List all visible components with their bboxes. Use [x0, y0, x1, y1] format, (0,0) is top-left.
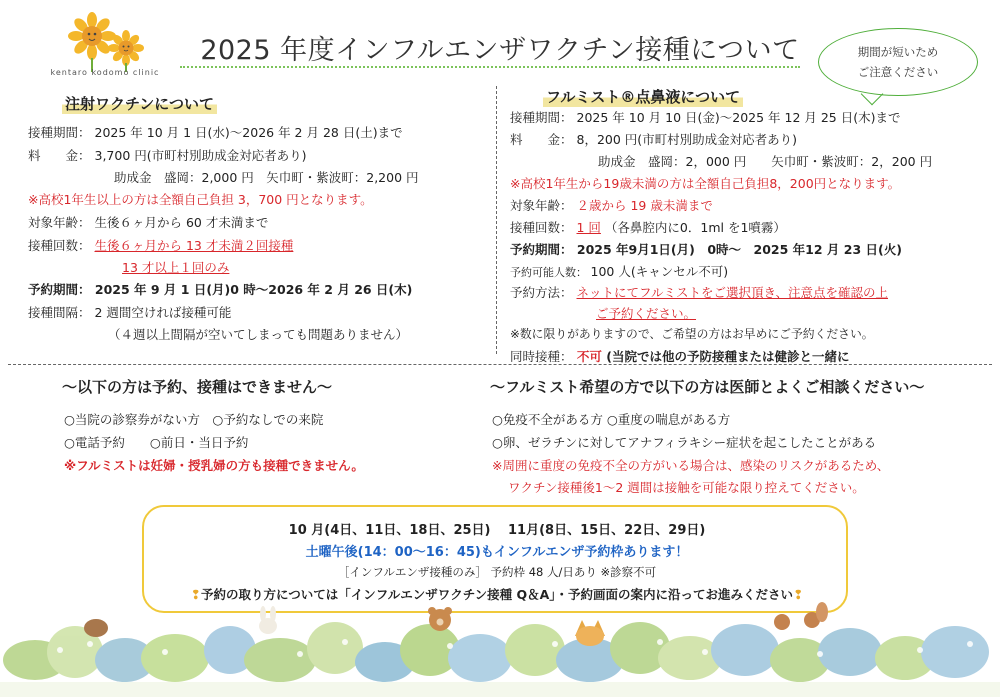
value: 不可 [576, 349, 602, 364]
label: 接種期間： [28, 125, 91, 140]
cannot-item-1: ○当院の診察券がない方 ○予約なしでの来院 [64, 412, 324, 427]
saturday-info-box [142, 505, 848, 613]
label: 接種回数： [510, 220, 573, 235]
label: 料 金： [510, 132, 573, 147]
consult-item-4: ワクチン接種後1～2 週間は接触を可能な限り控えてください。 [508, 480, 865, 495]
flumist-fee [510, 130, 797, 148]
saturday-slot: 土曜午後(14：00～16：45)もインフルエンザ予約枠あります！ [305, 545, 689, 560]
flumist-capacity [510, 262, 728, 280]
value: 2 週間空ければ接種可能 [94, 305, 232, 320]
title-underline [180, 66, 800, 68]
injection-period [28, 123, 403, 141]
flumist-simultaneous [510, 347, 849, 365]
value: 1 回 [576, 220, 601, 235]
note: (当院では他の予防接種または健診と一緒に [606, 349, 850, 364]
saturday-guide: 予約の取り方については「インフルエンザワクチン接種 Q＆A」・予約画面の案内に沿ってお進みください [200, 587, 794, 602]
flumist-subsidy: 助成金 盛岡：2，000 円 矢巾町・紫波町：2，200 円 [598, 154, 933, 169]
injection-fee [28, 146, 307, 164]
vertical-divider [496, 86, 497, 354]
value: 8，200 円(市町村別助成金対応者あり) [576, 132, 798, 147]
flumist-method-2: ご予約ください。 [596, 306, 697, 321]
caution-bubble [818, 28, 978, 96]
label: 接種期間： [510, 110, 573, 125]
injection-subsidy: 助成金 盛岡：2,000 円 矢巾町・紫波町：2,200 円 [114, 170, 419, 185]
value: 生後６ヶ月から 13 才未満２回接種 [94, 238, 294, 253]
sparkle-icon: ❢ [190, 587, 201, 602]
page-title: 2025 年度インフルエンザワクチン接種について [200, 35, 800, 66]
saturday-info: ［インフルエンザ接種のみ］ 予約枠 48 人/日あり ※診察不可 [337, 565, 657, 579]
label: 対象年齢： [510, 198, 573, 213]
injection-count [28, 236, 293, 254]
saturday-dates: 10 月(4日、11日、18日、25日) 11月(8日、15日、22日、29日) [288, 523, 706, 538]
label: 予約期間： [510, 242, 573, 257]
clinic-name: kentaro kodomo clinic [50, 68, 160, 77]
flumist-note: ※高校1年生から19歳未満の方は全額自己負担8，200円となります。 [510, 176, 901, 191]
label: 予約期間： [28, 282, 91, 297]
injection-heading: 注射ワクチンについて [62, 93, 217, 114]
value: 100 人(キャンセル不可) [590, 264, 729, 279]
label: 料 金： [28, 148, 91, 163]
label: 予約方法： [510, 285, 573, 300]
note: （各鼻腔内に0．1ml を1噴霧） [604, 220, 786, 235]
flumist-count [510, 218, 786, 236]
value: 2025 年 10 月 10 日(金)～2025 年 12 月 25 日(木)まで [576, 110, 901, 125]
cannot-heading: ～以下の方は予約、接種はできません～ [62, 378, 333, 396]
label: 接種回数： [28, 238, 91, 253]
consult-item-3: ※周囲に重度の免疫不全の方がいる場合は、感染のリスクがあるため、 [492, 458, 890, 473]
cannot-item-3: ※フルミストは妊婦・授乳婦の方も接種できません。 [64, 458, 364, 473]
value: 3,700 円(市町村別助成金対応者あり) [94, 148, 307, 163]
injection-reserve [28, 280, 412, 298]
flumist-period [510, 108, 901, 126]
value: ２歳から 19 歳未満まで [576, 198, 713, 213]
injection-note: ※高校1年生以上の方は全額自己負担 3，700 円となります。 [28, 192, 373, 207]
cannot-item-2: ○電話予約 ○前日・当日予約 [64, 435, 249, 450]
flumist-reserve [510, 240, 902, 258]
value: 2025 年9月1日(月) 0時～ 2025 年12 月 23 日(火) [576, 242, 902, 257]
bubble-line-1: 期間が短いため [857, 45, 939, 59]
label: 予約可能人数： [510, 266, 587, 279]
bubble-line-2: ご注意ください [857, 65, 939, 79]
injection-interval [28, 303, 231, 321]
sparkle-icon: ❢ [793, 587, 804, 602]
label: 接種間隔： [28, 305, 91, 320]
injection-count-2: 13 才以上１回のみ [122, 260, 230, 275]
consult-heading: ～フルミスト希望の方で以下の方は医師とよくご相談ください～ [490, 378, 925, 396]
consult-item-2: ○卵、ゼラチンに対してアナフィラキシー症状を起こしたことがある [492, 435, 877, 450]
injection-age [28, 213, 268, 231]
label: 対象年齢： [28, 215, 91, 230]
value: 生後６ヶ月から 60 才未満まで [94, 215, 269, 230]
value: ネットにてフルミストをご選択頂き、注意点を確認の上 [576, 285, 889, 300]
consult-item-1: ○免疫不全がある方 ○重度の喘息がある方 [492, 412, 731, 427]
label: 同時接種： [510, 349, 573, 364]
flumist-heading: フルミスト®点鼻液について [543, 86, 743, 107]
flumist-limit-note: ※数に限りがありますので、ご希望の方はお早めにご予約ください。 [510, 327, 874, 341]
flumist-method [510, 283, 888, 301]
value: 2025 年 10 月 1 日(水)～2026 年 2 月 28 日(土)まで [94, 125, 403, 140]
decorative-bushes-animals-illustration [0, 600, 1000, 697]
flumist-age [510, 196, 713, 214]
value: 2025 年 9 月 1 日(月)0 時～2026 年 2 月 26 日(木) [94, 282, 413, 297]
injection-interval-note: （４週以上間隔が空いてしまっても問題ありません） [108, 327, 409, 342]
